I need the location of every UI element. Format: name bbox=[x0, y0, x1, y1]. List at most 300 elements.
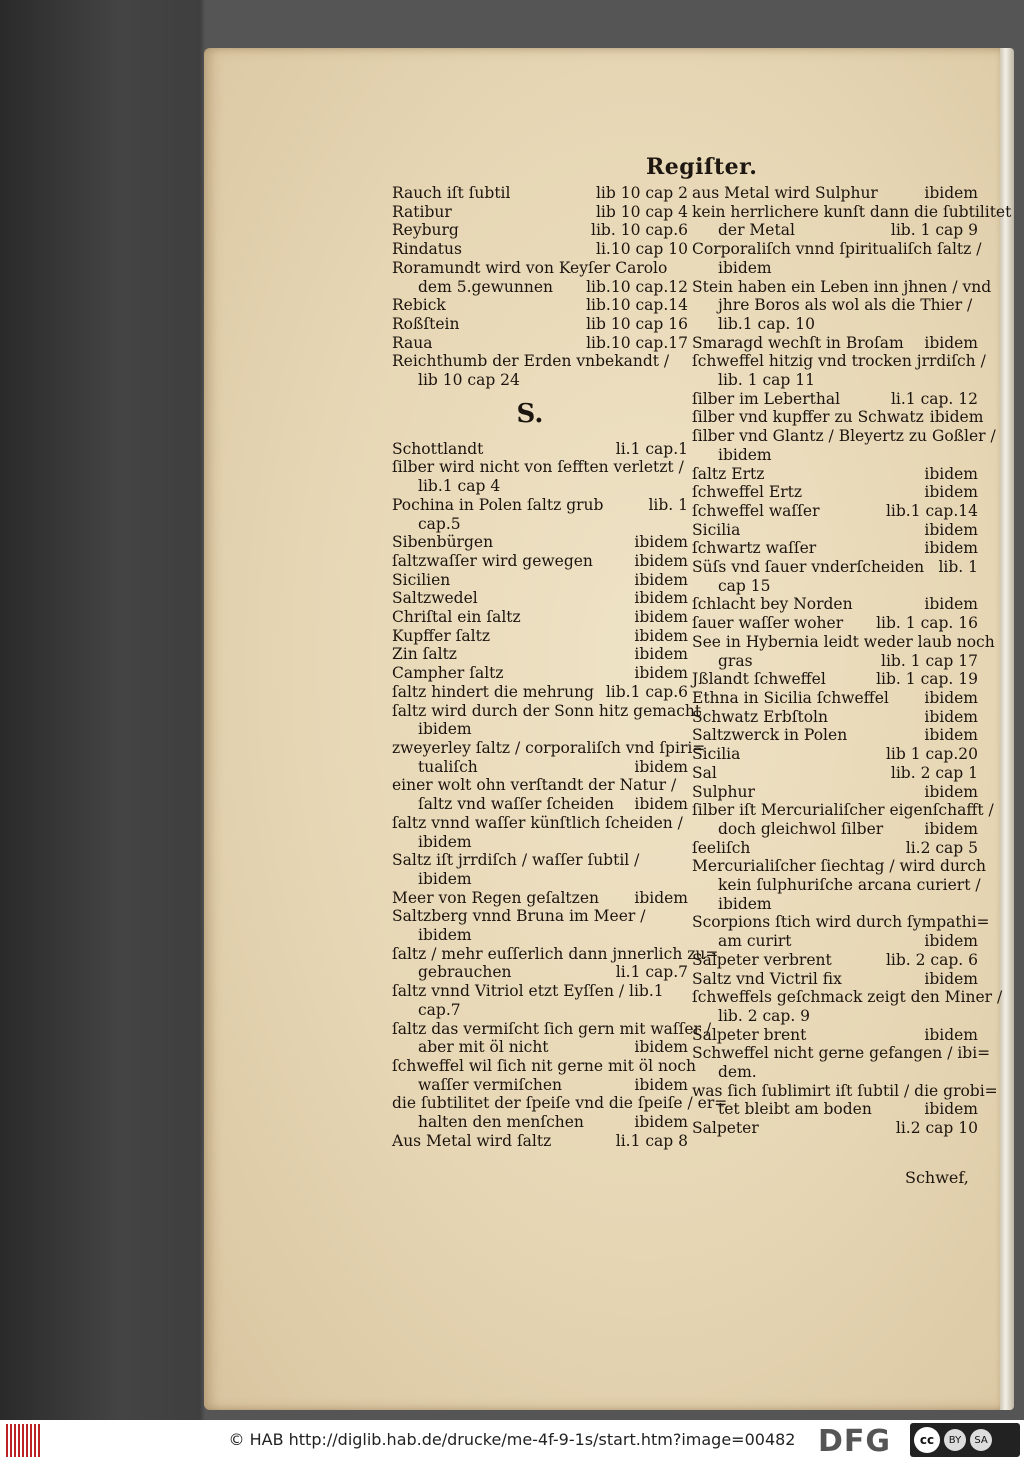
entry-continuation bbox=[392, 870, 688, 889]
index-entry bbox=[392, 814, 688, 851]
continuation-text: doch gleichwol ſilber bbox=[718, 819, 884, 838]
entry-line bbox=[692, 595, 978, 614]
entry-reference: li.2 cap 5 bbox=[905, 838, 978, 857]
entry-text: ſauer waſſer woher bbox=[692, 614, 844, 633]
entry-continuation bbox=[392, 795, 688, 814]
entry-line bbox=[392, 240, 688, 259]
entry-line bbox=[692, 1119, 978, 1138]
index-entry bbox=[692, 202, 1012, 240]
entry-continuation bbox=[692, 371, 978, 390]
entry-line bbox=[392, 315, 688, 334]
cc-icon: cc bbox=[914, 1427, 940, 1453]
entry-line bbox=[692, 427, 996, 446]
entry-line bbox=[692, 726, 978, 745]
entry-text: Meer von Regen geſaltzen bbox=[392, 888, 599, 907]
entry-text: Süſs vnd ſauer vnderſcheiden bbox=[692, 558, 925, 577]
index-entry bbox=[692, 427, 996, 464]
entry-line bbox=[392, 334, 688, 353]
index-entry bbox=[392, 571, 688, 590]
entry-continuation bbox=[692, 1063, 978, 1082]
entry-text: was ſich ſublimirt iſt ſubtil / die grobi= bbox=[692, 1081, 998, 1100]
footer-copyright-link[interactable]: © HAB http://diglib.hab.de/drucke/me-4f-9-1s/start.htm?image=00482 bbox=[228, 1430, 796, 1449]
entry-text: Saltz vnd Victril fix bbox=[692, 969, 842, 988]
entry-text: ſchlacht bey Norden bbox=[692, 595, 853, 614]
entry-continuation bbox=[392, 515, 688, 534]
entry-reference: ibidem bbox=[634, 589, 688, 608]
continuation-text: gebrauchen bbox=[418, 963, 512, 982]
entry-text: Rauch iſt ſubtil bbox=[392, 184, 511, 202]
index-entry bbox=[392, 440, 688, 459]
page-edge bbox=[1000, 48, 1014, 1410]
entry-reference: ibidem bbox=[924, 184, 978, 202]
index-entry bbox=[392, 296, 688, 315]
entry-text: Mercurialiſcher ſiechtag / wird durch bbox=[692, 857, 987, 876]
entry-reference: ibidem bbox=[924, 595, 978, 614]
entry-continuation bbox=[692, 1100, 978, 1119]
index-entry bbox=[392, 1019, 712, 1057]
entry-text: Jßlandt ſchweffel bbox=[692, 670, 826, 689]
continuation-text: lib.1 cap. 10 bbox=[718, 314, 815, 333]
entry-text: Saltzwedel bbox=[392, 589, 478, 608]
entry-line bbox=[692, 334, 978, 353]
entry-text: zweyerley ſaltz / corporaliſch vnd ſpiri= bbox=[392, 738, 706, 757]
entry-reference: ibidem bbox=[924, 539, 978, 558]
entry-continuation bbox=[392, 720, 688, 739]
continuation-text: waſſer vermiſchen bbox=[418, 1075, 563, 1094]
entry-text: kein herrlichere kunſt dann die ſubtilitet bbox=[692, 202, 1012, 221]
index-entry bbox=[392, 982, 688, 1019]
entry-line bbox=[392, 907, 688, 926]
index-entry bbox=[692, 913, 990, 951]
entry-reference: ibidem bbox=[924, 1025, 978, 1044]
entry-reference: li.1 cap 8 bbox=[615, 1131, 688, 1150]
entry-text: ſaltzwaſſer wird gewegen bbox=[392, 551, 593, 570]
entry-line bbox=[392, 982, 688, 1001]
continuation-text: gras bbox=[718, 651, 753, 670]
continuation-text: ibidem bbox=[718, 258, 772, 277]
entry-text: Sicilien bbox=[392, 570, 451, 589]
continuation-reference: lib. 1 cap 9 bbox=[890, 221, 978, 240]
entry-continuation bbox=[392, 1076, 688, 1095]
index-entry bbox=[392, 627, 688, 646]
entry-reference: lib. 10 cap.6 bbox=[591, 221, 688, 240]
index-entry bbox=[392, 664, 688, 683]
entry-line bbox=[692, 857, 987, 876]
entry-line bbox=[392, 627, 688, 646]
entry-continuation bbox=[692, 895, 978, 914]
entry-continuation bbox=[692, 932, 978, 951]
continuation-reference: ibidem bbox=[634, 1075, 688, 1094]
entry-text: Zin ſaltz bbox=[392, 645, 457, 664]
index-entry bbox=[692, 857, 987, 895]
entry-line bbox=[692, 670, 978, 689]
entry-line bbox=[692, 970, 978, 989]
entry-line bbox=[392, 552, 688, 571]
entry-continuation bbox=[692, 577, 978, 596]
running-head: Regiſter. bbox=[646, 154, 758, 180]
entry-text: Saltz iſt jrrdiſch / waſſer ſubtil / bbox=[392, 851, 640, 870]
entry-line bbox=[392, 944, 719, 964]
continuation-reference: ibidem bbox=[634, 1113, 688, 1132]
index-entry bbox=[692, 502, 978, 521]
index-entry bbox=[692, 1044, 991, 1082]
entry-reference: ibidem bbox=[924, 464, 978, 483]
entry-text: Salpeter brent bbox=[692, 1025, 807, 1044]
continuation-text: lib 10 cap 24 bbox=[418, 371, 520, 390]
index-entry bbox=[692, 764, 978, 783]
entry-reference: lib 10 cap 16 bbox=[586, 314, 688, 333]
entry-line bbox=[692, 745, 978, 764]
entry-line bbox=[692, 839, 978, 858]
entry-text: Pochina in Polen ſaltz grub bbox=[392, 495, 604, 514]
entry-line bbox=[692, 352, 986, 371]
footer-bar bbox=[0, 1420, 1024, 1461]
entry-text: Sibenbürgen bbox=[392, 533, 494, 552]
continuation-text: am curirt bbox=[718, 932, 792, 951]
index-entry bbox=[692, 670, 978, 689]
entry-reference: lib 1 cap.20 bbox=[885, 745, 978, 764]
entry-reference: ibidem bbox=[924, 782, 978, 801]
index-entry bbox=[392, 589, 688, 608]
entry-line bbox=[392, 184, 688, 203]
entry-line bbox=[392, 458, 688, 477]
continuation-text: ibidem bbox=[418, 832, 472, 851]
index-entry bbox=[692, 240, 982, 277]
entry-text: Salpeter verbrent bbox=[692, 950, 832, 969]
entry-reference: lib.1 cap.14 bbox=[885, 501, 978, 520]
entry-line bbox=[692, 1044, 991, 1063]
entry-text: Rindatus bbox=[392, 240, 462, 259]
index-entry bbox=[692, 614, 978, 633]
entry-line bbox=[692, 951, 978, 970]
entry-continuation bbox=[692, 296, 978, 315]
index-entry bbox=[392, 533, 688, 552]
entry-text: ſchweffel Ertz bbox=[692, 483, 803, 502]
entry-reference: lib 10 cap 2 bbox=[595, 184, 688, 202]
entry-line bbox=[692, 913, 990, 932]
entry-line bbox=[392, 1056, 696, 1076]
index-entry bbox=[692, 726, 978, 745]
entry-line bbox=[392, 496, 688, 515]
entry-text: Sicilia bbox=[692, 520, 741, 539]
entry-text: Saltzberg vnnd Bruna im Meer / bbox=[392, 907, 646, 926]
continuation-reference: ibidem bbox=[634, 1038, 688, 1057]
entry-line bbox=[392, 589, 688, 608]
index-entry bbox=[392, 221, 688, 240]
entry-text: Sal bbox=[692, 763, 717, 782]
index-entry bbox=[392, 352, 688, 389]
entry-reference: ibidem bbox=[924, 726, 978, 745]
entry-text: ſchwartz waſſer bbox=[692, 539, 817, 558]
index-entry bbox=[392, 776, 688, 813]
sa-icon: SA bbox=[970, 1429, 992, 1451]
entry-line bbox=[692, 240, 982, 259]
entry-line bbox=[392, 664, 688, 683]
index-entry bbox=[392, 907, 688, 944]
entry-line bbox=[692, 689, 978, 708]
entry-text: ſilber iſt Mercurialiſcher eigenſchafft / bbox=[692, 801, 994, 820]
continuation-text: cap.5 bbox=[418, 514, 461, 533]
entry-line bbox=[392, 889, 688, 908]
entry-continuation bbox=[692, 652, 978, 671]
index-entry bbox=[392, 184, 688, 203]
continuation-text: tualiſch bbox=[418, 757, 478, 776]
cc-license-badge[interactable] bbox=[910, 1423, 1020, 1457]
entry-line bbox=[692, 1081, 998, 1101]
entry-line bbox=[392, 571, 688, 590]
index-entry bbox=[692, 632, 995, 670]
entry-reference: ibidem bbox=[924, 483, 978, 502]
by-icon: BY bbox=[944, 1429, 966, 1451]
entry-continuation bbox=[392, 477, 688, 496]
index-entry bbox=[692, 521, 978, 540]
continuation-reference: ibidem bbox=[924, 932, 978, 951]
index-entry bbox=[692, 334, 978, 353]
index-entry bbox=[692, 352, 986, 390]
entry-text: Roßſtein bbox=[392, 314, 460, 333]
continuation-text: aber mit öl nicht bbox=[418, 1038, 549, 1057]
entry-continuation bbox=[692, 446, 978, 465]
entry-line bbox=[692, 465, 978, 484]
continuation-text: dem. bbox=[718, 1063, 757, 1082]
index-entry bbox=[392, 701, 702, 739]
entry-line bbox=[392, 1132, 688, 1151]
entry-reference: ibidem bbox=[924, 688, 978, 707]
index-entry bbox=[692, 1081, 998, 1119]
entry-reference: lib 10 cap 4 bbox=[595, 202, 688, 221]
entry-text: ſilber vnd kupffer zu Schwatz bbox=[692, 408, 924, 427]
index-entry bbox=[692, 408, 984, 427]
entry-text: Schweffel nicht gerne gefangen / ibi= bbox=[692, 1044, 991, 1063]
entry-text: ſaltz hindert die mehrung bbox=[392, 682, 594, 701]
entry-line bbox=[392, 203, 688, 222]
entry-text: ſaltz / mehr euſſerlich dann jnnerlich zu= bbox=[392, 944, 719, 963]
entry-text: Salpeter bbox=[692, 1119, 759, 1138]
continuation-text: jhre Boros als wol als die Thier / bbox=[718, 296, 973, 315]
index-entry bbox=[392, 738, 706, 776]
entry-text: ſeeliſch bbox=[692, 838, 751, 857]
entry-reference: ibidem bbox=[924, 520, 978, 539]
entry-text: ſaltz wird durch der Sonn hitz gemacht bbox=[392, 701, 702, 720]
entry-text: ſaltz Ertz bbox=[692, 464, 765, 483]
index-entry bbox=[692, 708, 978, 727]
entry-reference: li.2 cap 10 bbox=[895, 1119, 978, 1138]
entry-continuation bbox=[392, 758, 688, 777]
entry-text: Reichthumb der Erden vnbekandt / bbox=[392, 352, 670, 371]
continuation-reference: ibidem bbox=[924, 1100, 978, 1119]
entry-continuation bbox=[392, 926, 688, 945]
continuation-text: lib. 1 cap 11 bbox=[718, 371, 815, 390]
entry-reference: ibidem bbox=[634, 645, 688, 664]
index-entry bbox=[692, 839, 978, 858]
entry-line bbox=[692, 184, 978, 203]
entry-text: ſchweffel hitzig vnd trocken jrrdiſch / bbox=[692, 352, 986, 371]
entry-line bbox=[692, 502, 978, 521]
entry-reference: lib. 1 bbox=[648, 495, 688, 514]
entry-reference: lib. 2 cap. 6 bbox=[885, 950, 978, 969]
index-entry bbox=[392, 889, 688, 908]
index-entry bbox=[392, 851, 688, 888]
index-entry bbox=[392, 259, 688, 296]
entry-text: ſchweffel waſſer bbox=[692, 501, 820, 520]
continuation-text: ibidem bbox=[718, 445, 772, 464]
index-entry bbox=[692, 745, 978, 764]
index-entry bbox=[692, 970, 978, 989]
entry-continuation bbox=[692, 221, 978, 240]
entry-reference: ibidem bbox=[634, 664, 688, 683]
entry-text: Saltzwerck in Polen bbox=[692, 726, 848, 745]
entry-text: Smaragd wechſt in Broſam bbox=[692, 333, 904, 352]
entry-text: Ratibur bbox=[392, 202, 452, 221]
entry-line bbox=[392, 814, 688, 833]
entry-line bbox=[692, 632, 995, 652]
right-entries bbox=[692, 184, 1012, 1138]
entry-reference: ibidem bbox=[634, 570, 688, 589]
continuation-text: ibidem bbox=[418, 926, 472, 945]
entry-line bbox=[392, 608, 688, 627]
entry-line bbox=[692, 390, 978, 409]
index-entry bbox=[392, 240, 688, 259]
entry-reference: lib.10 cap.14 bbox=[586, 296, 688, 315]
entry-text: Scorpions ſtich wird durch ſympathi= bbox=[692, 913, 990, 932]
index-entry bbox=[392, 608, 688, 627]
entry-reference: lib. 2 cap 1 bbox=[890, 763, 978, 782]
continuation-text: lib. 2 cap. 9 bbox=[718, 1006, 811, 1025]
entry-line bbox=[392, 776, 688, 795]
entry-text: Chriſtal ein ſaltz bbox=[392, 608, 521, 627]
index-entry bbox=[392, 458, 688, 495]
entry-text: ſaltz das vermiſcht ſich gern mit waſſer / bbox=[392, 1019, 712, 1038]
continuation-text: lib.1 cap 4 bbox=[418, 477, 501, 496]
right-column bbox=[692, 184, 1012, 1138]
index-entry bbox=[392, 315, 688, 334]
entry-reference: ibidem bbox=[634, 888, 688, 907]
entry-line bbox=[392, 440, 688, 459]
entry-text: Schwatz Erbſtoln bbox=[692, 707, 828, 726]
entry-line bbox=[692, 202, 1012, 222]
entry-line bbox=[392, 683, 688, 702]
entry-text: die ſubtilitet der ſpeiſe vnd die ſpeiſe / er= bbox=[392, 1094, 728, 1113]
entry-text: Schottlandt bbox=[392, 439, 484, 458]
entry-line bbox=[692, 1026, 978, 1045]
index-entry bbox=[692, 465, 978, 484]
index-entry bbox=[392, 1094, 728, 1132]
entry-text: ſchweffels geſchmack zeigt den Miner / bbox=[692, 988, 1003, 1007]
continuation-text: cap.7 bbox=[418, 1000, 461, 1019]
index-entry bbox=[692, 184, 978, 203]
entry-text: Sicilia bbox=[692, 745, 741, 764]
continuation-text: ibidem bbox=[418, 720, 472, 739]
continuation-text: der Metal bbox=[718, 221, 795, 240]
entry-reference: ibidem bbox=[924, 969, 978, 988]
index-entry bbox=[692, 315, 978, 334]
entry-continuation bbox=[692, 315, 978, 334]
index-entry bbox=[692, 895, 978, 914]
entry-text: Reyburg bbox=[392, 221, 459, 240]
entry-text: Sulphur bbox=[692, 782, 755, 801]
continuation-reference: lib.10 cap.12 bbox=[586, 277, 688, 296]
index-entry bbox=[692, 277, 992, 315]
entry-continuation bbox=[692, 1007, 978, 1026]
index-entry bbox=[692, 1119, 978, 1138]
entry-text: ſchweffel wil ſich nit gerne mit öl noch bbox=[392, 1056, 696, 1075]
entry-line bbox=[692, 708, 978, 727]
entry-reference: ibidem bbox=[924, 707, 978, 726]
entry-reference: ibidem bbox=[634, 626, 688, 645]
index-entry bbox=[392, 645, 688, 664]
entry-line bbox=[692, 801, 994, 820]
entry-continuation bbox=[392, 278, 688, 297]
index-entry bbox=[392, 334, 688, 353]
index-entry bbox=[692, 483, 978, 502]
continuation-text: tet bleibt am boden bbox=[718, 1100, 872, 1119]
entry-line bbox=[692, 764, 978, 783]
entry-line bbox=[692, 539, 978, 558]
left-entries-r bbox=[392, 184, 688, 390]
entry-line bbox=[392, 1019, 712, 1039]
index-entry bbox=[692, 951, 978, 970]
entry-line bbox=[392, 738, 706, 758]
index-entry bbox=[392, 1056, 696, 1094]
entry-text: Campher ſaltz bbox=[392, 664, 504, 683]
entry-text: ſaltz vnnd Vitriol etzt Eyſſen / lib.1 bbox=[392, 982, 664, 1001]
entry-line bbox=[392, 851, 688, 870]
entry-text: einer wolt ohn verſtandt der Natur / bbox=[392, 776, 677, 795]
entry-continuation bbox=[392, 1113, 688, 1132]
entry-line bbox=[392, 221, 688, 240]
continuation-reference: li.1 cap.7 bbox=[615, 963, 688, 982]
index-entry bbox=[392, 944, 719, 982]
entry-continuation bbox=[692, 876, 981, 895]
index-entry bbox=[692, 558, 978, 595]
entry-line bbox=[392, 259, 688, 278]
entry-text: Ethna in Sicilia ſchweffel bbox=[692, 688, 889, 707]
continuation-reference: ibidem bbox=[924, 819, 978, 838]
index-entry bbox=[692, 801, 994, 838]
entry-continuation bbox=[392, 833, 688, 852]
continuation-text: kein ſulphuriſche arcana curiert / bbox=[718, 876, 981, 895]
entry-line bbox=[692, 521, 978, 540]
index-entry bbox=[392, 552, 688, 571]
continuation-text: cap 15 bbox=[718, 576, 771, 595]
continuation-text: ibidem bbox=[718, 894, 772, 913]
index-entry bbox=[692, 783, 978, 802]
entry-line bbox=[392, 352, 688, 371]
entry-text: Raua bbox=[392, 333, 433, 352]
entry-reference: li.1 cap. 12 bbox=[890, 389, 978, 408]
entry-continuation bbox=[392, 371, 688, 390]
index-entry bbox=[692, 390, 978, 409]
index-entry bbox=[392, 1132, 688, 1151]
entry-reference: ibidem bbox=[929, 408, 984, 427]
index-entry bbox=[392, 203, 688, 222]
entry-reference: lib. 1 cap. 19 bbox=[876, 670, 978, 689]
entry-text: Corporaliſch vnnd ſpiritualiſch ſaltz / bbox=[692, 240, 982, 259]
dfg-logo: DFG bbox=[818, 1424, 892, 1459]
entry-text: Kupffer ſaltz bbox=[392, 626, 490, 645]
entry-reference: ibidem bbox=[924, 333, 978, 352]
continuation-reference: ibidem bbox=[634, 795, 688, 814]
index-entry bbox=[692, 1026, 978, 1045]
entry-reference: lib.10 cap.17 bbox=[586, 333, 688, 352]
entry-line bbox=[692, 614, 978, 633]
entry-reference: lib. 1 bbox=[938, 558, 978, 577]
entry-text: aus Metal wird Sulphur bbox=[692, 184, 878, 202]
continuation-text: halten den menſchen bbox=[418, 1113, 584, 1132]
continuation-text: ibidem bbox=[418, 869, 472, 888]
entry-line bbox=[392, 533, 688, 552]
entry-text: Rebick bbox=[392, 296, 446, 315]
